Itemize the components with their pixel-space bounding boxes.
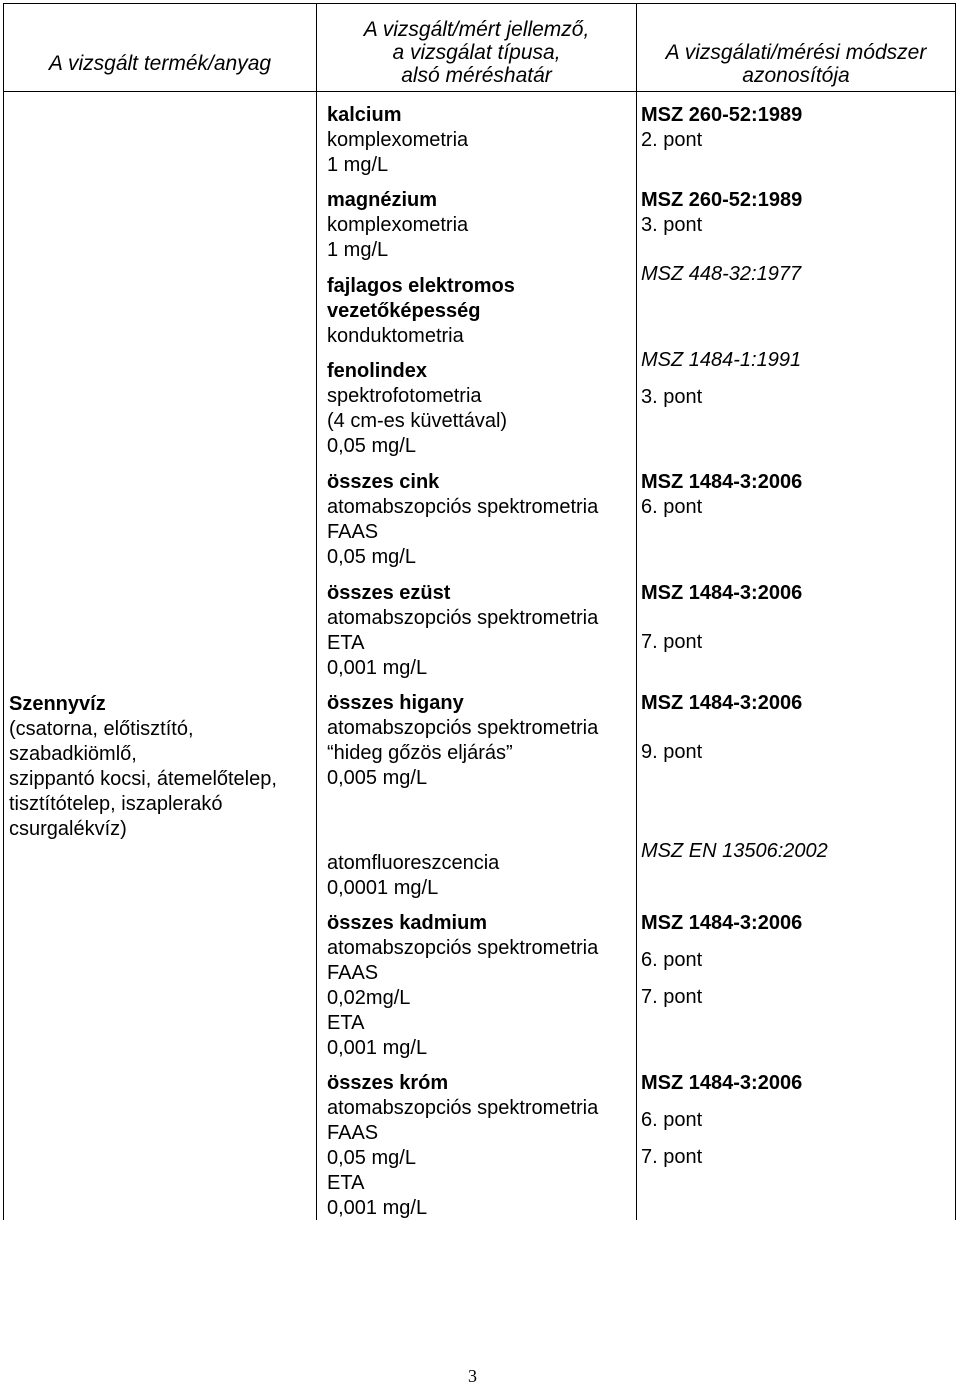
row-krom-property: összes króm atomabszopciós spektrometria FAAS 0,05 mg/L ETA 0,001 mg/L: [327, 1072, 599, 1219]
row-atomfluoreszcencia-property: atomfluoreszcencia 0,0001 mg/L: [327, 852, 500, 899]
column-divider-2: [636, 3, 637, 1220]
table-top-border: [3, 3, 956, 4]
row-cink-property: összes cink atomabszopciós spektrometria FAAS 0,05 mg/L: [327, 471, 599, 568]
row-magnezium-method: MSZ 260-52:1989 3. pont: [641, 189, 803, 236]
page-number: 3: [468, 1366, 477, 1386]
header-bottom-border: [3, 91, 956, 92]
product-name: Szennyvíz: [9, 693, 106, 715]
row-atomfluoreszcencia-method: MSZ EN 13506:2002: [641, 840, 828, 862]
row-ezust-method: MSZ 1484-3:2006 7. pont: [641, 582, 803, 653]
row-kalcium-method: MSZ 260-52:1989 2. pont: [641, 104, 803, 151]
row-higany-method: MSZ 1484-3:2006 9. pont: [641, 692, 803, 763]
row-kadmium-method: MSZ 1484-3:2006 6. pont 7. pont: [641, 912, 803, 1008]
row-vezetokepesseg-method: MSZ 448-32:1977: [641, 263, 802, 285]
row-ezust-property: összes ezüst atomabszopciós spektrometria ETA 0,001 mg/L: [327, 582, 599, 679]
table-right-border: [955, 3, 956, 1220]
row-higany-property: összes higany atomabszopciós spektrometria “hideg gőzös eljárás” 0,005 mg/L: [327, 692, 599, 789]
row-magnezium-property: magnézium komplexometria 1 mg/L: [327, 189, 469, 261]
header-product: A vizsgált termék/anyag: [48, 52, 272, 75]
table-left-border: [3, 3, 4, 1220]
row-krom-method: MSZ 1484-3:2006 6. pont 7. pont: [641, 1072, 803, 1168]
header-property: A vizsgált/mért jellemző, a vizsgálat típusa, alsó méréshatár: [363, 18, 590, 87]
row-cink-method: MSZ 1484-3:2006 6. pont: [641, 471, 803, 518]
row-fenolindex-method: MSZ 1484-1:1991 3. pont: [641, 349, 802, 408]
product-cell: Szennyvíz (csatorna, előtisztító, szabadkiömlő, szippantó kocsi, átemelőtelep, tisztítótelep, iszaplerakó csurgalékvíz): [9, 693, 277, 840]
row-fenolindex-property: fenolindex spektrofotometria (4 cm-es küvettával) 0,05 mg/L: [327, 360, 508, 457]
header-method: A vizsgálati/mérési módszer azonosítója: [665, 41, 927, 87]
column-divider-1: [316, 3, 317, 1220]
row-kadmium-property: összes kadmium atomabszopciós spektrometria FAAS 0,02mg/L ETA 0,001 mg/L: [327, 912, 599, 1059]
row-vezetokepesseg-property: fajlagos elektromos vezetőképesség konduktometria: [327, 275, 515, 347]
row-kalcium-property: kalcium komplexometria 1 mg/L: [327, 104, 469, 176]
